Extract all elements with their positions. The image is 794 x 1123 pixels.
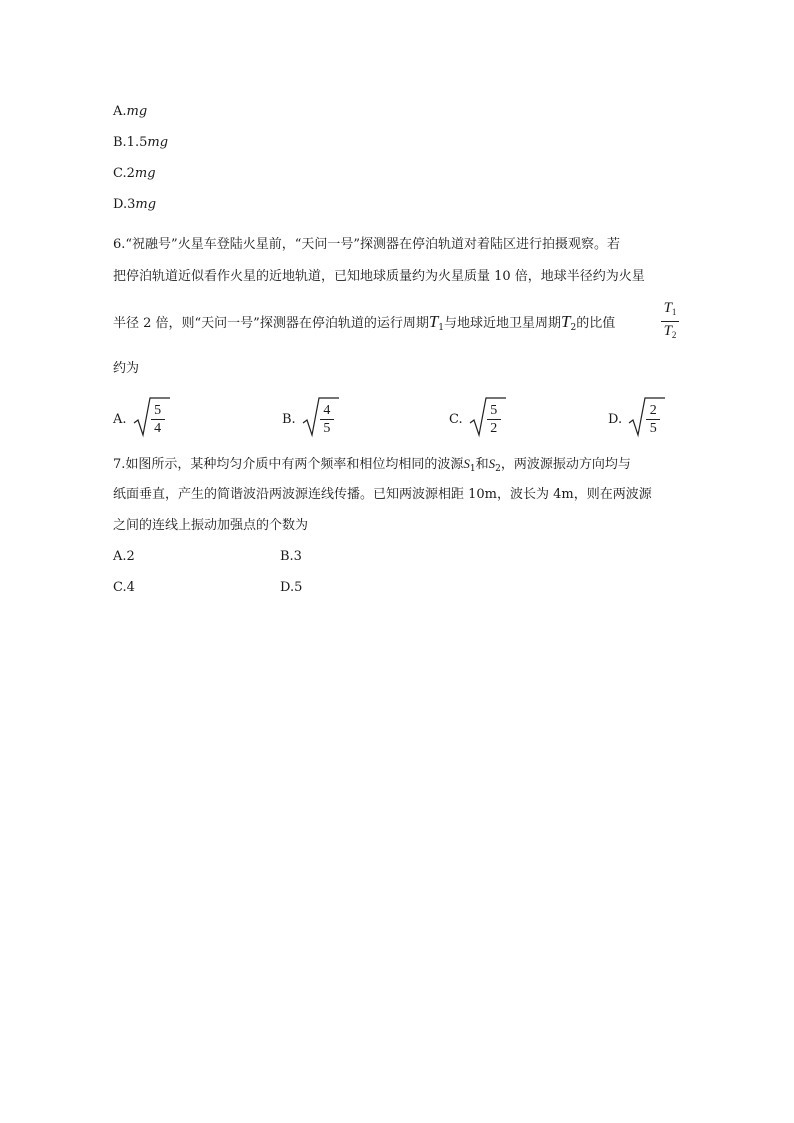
q6-stem-line-2: 把停泊轨道近似看作火星的近地轨道，已知地球质量约为火星质量 10 倍，地球半径约为火星 xyxy=(113,269,645,284)
q6-stem-line-4: 约为 xyxy=(113,361,140,376)
q5-option-c: C.2mg xyxy=(113,166,156,181)
q6-ratio-fraction: $T_1$ $T_2$ xyxy=(661,299,679,344)
q6-option-b: B. $\frac{4}{5}$ xyxy=(282,396,334,438)
q6-stem-line-3: 半径 2 倍，则“天问一号”探测器在停泊轨道的运行周期$T_1$与地球近地卫星周期$T_2$的比值 xyxy=(113,312,616,333)
q6-option-d: D. $\frac{2}{5}$ xyxy=(608,396,660,438)
q6-option-a: A. $\frac{5}{4}$ xyxy=(113,396,165,438)
q7-option-c: C.4 xyxy=(113,580,135,595)
q5-option-b: B.1.5mg xyxy=(113,135,169,150)
q7-stem-line-3: 之间的连线上振动加强点的个数为 xyxy=(113,518,309,533)
q6-option-c: C. $\frac{5}{2}$ xyxy=(449,396,501,438)
q7-option-a: A.2 xyxy=(113,549,135,564)
q7-stem-line-1: 7.如图所示，某种均匀介质中有两个频率和相位均相同的波源$S_1$和$S_2$，两波源振动方向均与 xyxy=(113,456,631,474)
q6-stem-line-1: 6.“祝融号”火星车登陆火星前，“天问一号”探测器在停泊轨道对着陆区进行拍摄观察。若 xyxy=(113,237,620,252)
q7-option-d: D.5 xyxy=(280,580,303,595)
q7-option-b: B.3 xyxy=(280,549,302,564)
q7-stem-line-2: 纸面垂直，产生的简谐波沿两波源连线传播。已知两波源相距 10m，波长为 4m，则在两波源 xyxy=(113,487,652,502)
q5-option-d: D.3mg xyxy=(113,197,157,212)
q5-option-a: A.mg xyxy=(113,104,148,119)
